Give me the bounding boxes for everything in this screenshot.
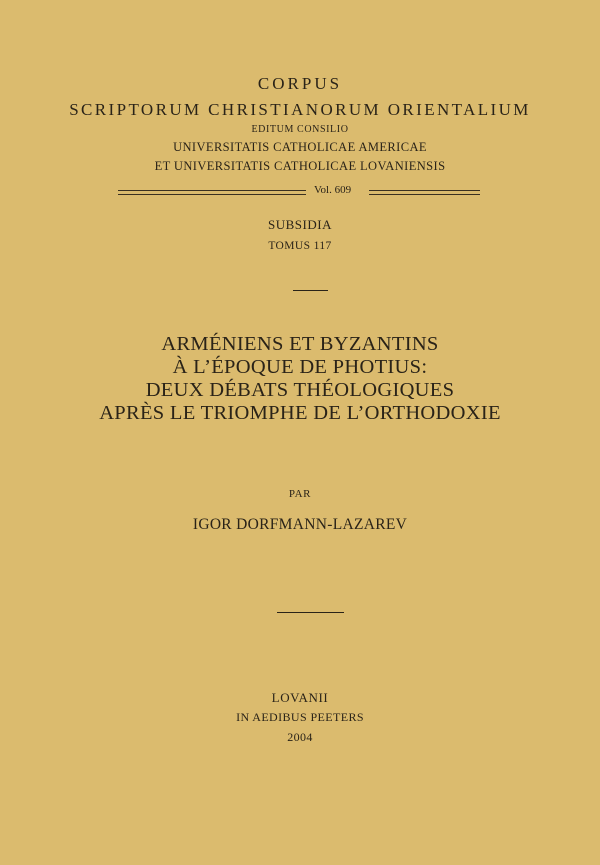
book-title-line-1: ARMÉNIENS ET BYZANTINS [161, 333, 439, 355]
series-title-main: SCRIPTORUM CHRISTIANORUM ORIENTALIUM [69, 100, 531, 119]
book-title-line-3: DEUX DÉBATS THÉOLOGIQUES [145, 379, 455, 401]
book-title-line-2: À L’ÉPOQUE DE PHOTIUS: [172, 356, 428, 378]
double-rule-right [369, 190, 480, 195]
divider-long [277, 612, 344, 613]
double-rule-left [118, 190, 306, 195]
university-line-1: UNIVERSITATIS CATHOLICAE AMERICAE [173, 140, 427, 154]
tomus-number: TOMUS 117 [268, 240, 332, 252]
subseries-name: SUBSIDIA [268, 217, 332, 232]
book-title-line-4: APRÈS LE TRIOMPHE DE L’ORTHODOXIE [99, 402, 501, 424]
university-line-2: ET UNIVERSITATIS CATHOLICAE LOVANIENSIS [154, 159, 446, 173]
byline-par: PAR [288, 488, 312, 500]
editum-consilio: EDITUM CONSILIO [251, 124, 349, 135]
volume-row [118, 186, 480, 200]
series-title-corpus: CORPUS [257, 74, 343, 93]
divider-short [293, 290, 328, 291]
volume-number: Vol. 609 [314, 184, 352, 196]
imprint-year: 2004 [287, 730, 313, 744]
imprint-publisher: IN AEDIBUS PEETERS [236, 710, 364, 724]
imprint-place: LOVANII [271, 690, 329, 705]
author-name: IGOR DORFMANN-LAZAREV [192, 516, 408, 533]
